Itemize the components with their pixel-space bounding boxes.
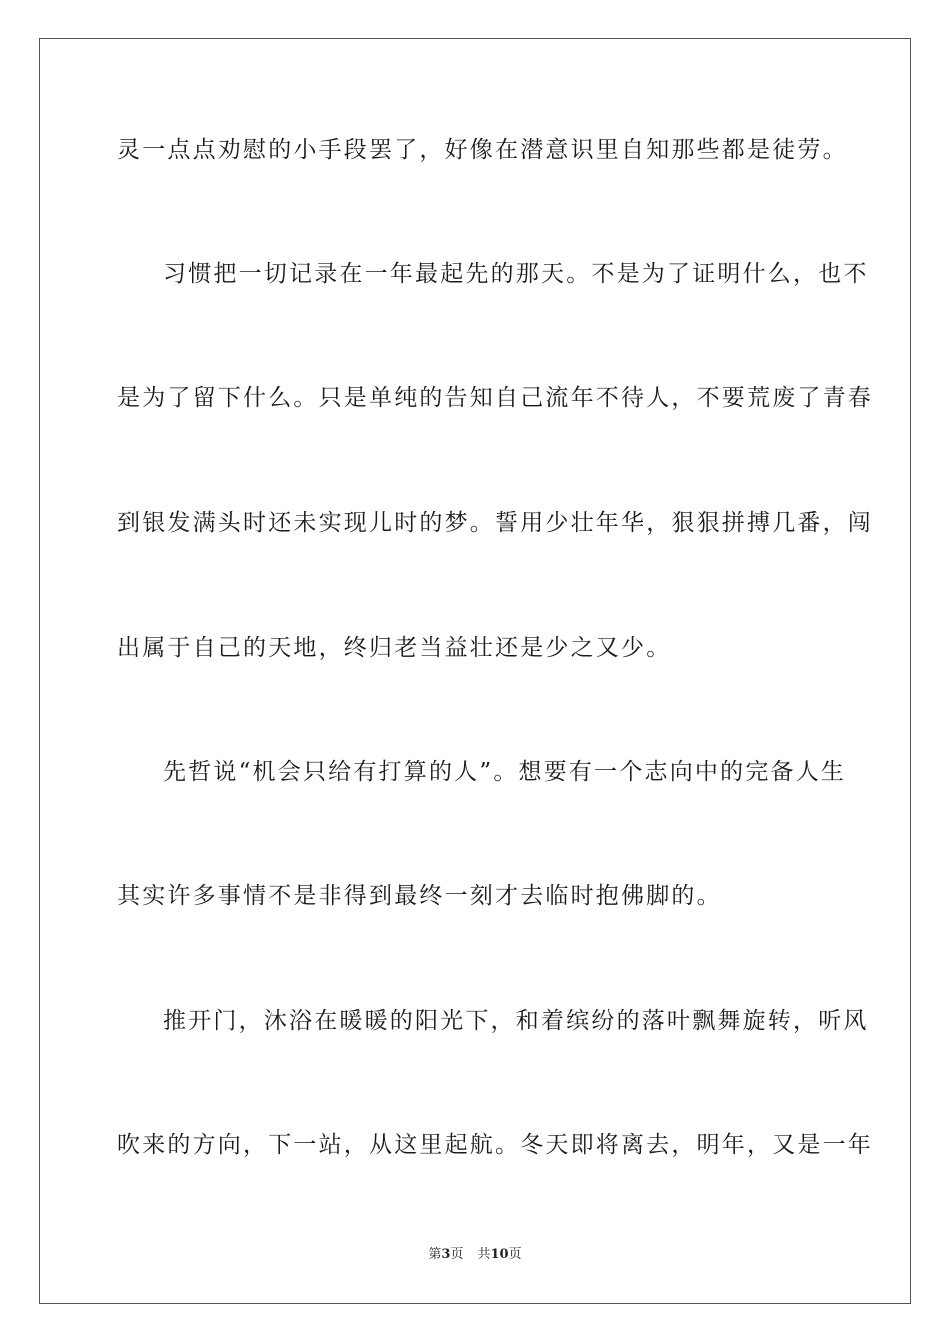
- total-prefix: 共: [477, 1247, 491, 1262]
- page-suffix: 页: [450, 1247, 464, 1262]
- total-pages: 10: [490, 1247, 509, 1262]
- text-line: 吹来的方向，下一站，从这里起航。冬天即将离去，明年，又是一年: [117, 1132, 873, 1158]
- text-line: 其实许多事情不是非得到最终一刻才去临时抱佛脚的。: [117, 883, 722, 909]
- text-line: 出属于自己的天地，终归老当益壮还是少之又少。: [117, 635, 672, 661]
- text-line: 到银发满头时还未实现儿时的梦。誓用少壮年华，狠狠拼搏几番，闯: [117, 510, 873, 536]
- text-line: 是为了留下什么。只是单纯的告知自己流年不待人，不要荒废了青春: [117, 385, 873, 411]
- page-footer: [0, 1247, 950, 1263]
- text-line: 灵一点点劝慰的小手段罢了，好像在潜意识里自知那些都是徒劳。: [117, 137, 848, 163]
- text-line: 推开门，沐浴在暖暖的阳光下，和着缤纷的落叶飘舞旋转，听风: [163, 1008, 869, 1034]
- page-prefix: 第: [428, 1247, 442, 1262]
- text-line: 习惯把一切记录在一年最起先的那天。不是为了证明什么，也不: [163, 261, 869, 287]
- page-border: [39, 38, 911, 1304]
- page-number: 3: [441, 1247, 451, 1262]
- text-line: 先哲说“机会只给有打算的人”。想要有一个志向中的完备人生: [163, 759, 847, 785]
- total-suffix: 页: [508, 1247, 522, 1262]
